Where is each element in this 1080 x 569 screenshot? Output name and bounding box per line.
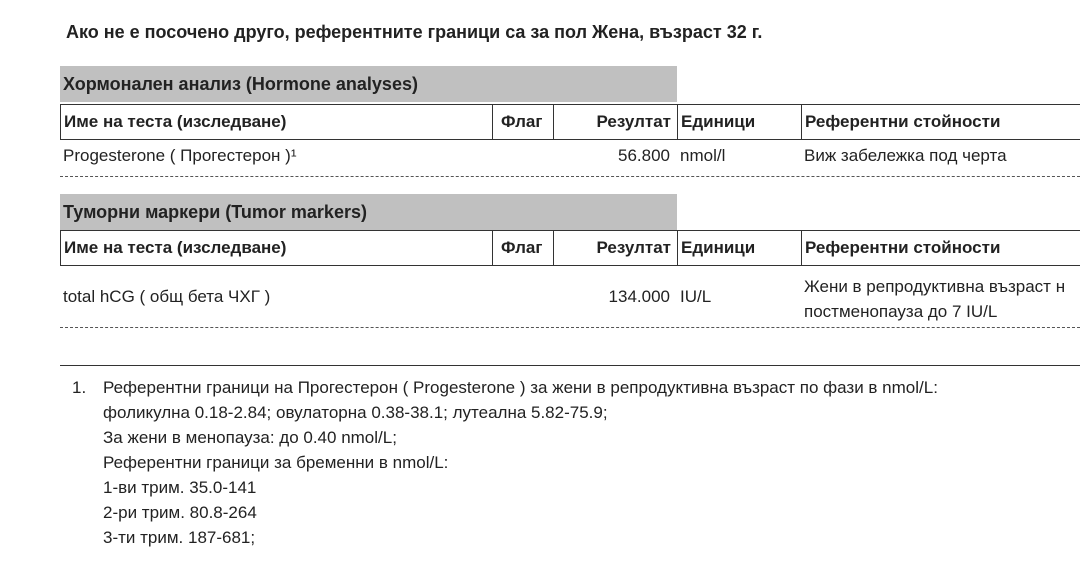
col-header-flag: Флаг (501, 238, 543, 257)
table-row (60, 266, 1080, 328)
column-divider (677, 231, 678, 265)
col-header-units: Единици (681, 238, 756, 257)
footnote-line: фоликулна 0.18-2.84; овулаторна 0.38-38.1; лутеална 5.82-75.9; (103, 403, 608, 422)
column-divider (677, 105, 678, 139)
reference-line: постменопауза до 7 IU/L (804, 302, 998, 321)
col-header-flag: Флаг (501, 112, 543, 131)
col-header-name: Име на теста (изследване) (64, 238, 287, 257)
column-divider (801, 105, 802, 139)
col-header-units: Единици (681, 112, 756, 131)
table-header (60, 230, 1080, 266)
column-divider (492, 105, 493, 139)
section-title-hormone: Хормонален анализ (Hormone analyses) (60, 66, 677, 102)
footnote-line: Референтни граници за бременни в nmol/L: (103, 453, 449, 472)
tumor-table (60, 230, 1080, 328)
col-header-result: Резултат (596, 238, 671, 257)
table-header (60, 104, 1080, 140)
footnote-line: Референтни граници на Прогестерон ( Progesterone ) за жени в репродуктивна възраст по фази в nmol/L: (103, 378, 938, 397)
report-intro: Ако не е посочено друго, референтните граници са за пол Жена, възраст 32 г. (66, 22, 763, 42)
footnote-line: 2-ри трим. 80.8-264 (103, 503, 257, 522)
test-units: IU/L (680, 287, 712, 306)
table-row (60, 140, 1080, 177)
section-title-tumor: Туморни маркери (Tumor markers) (60, 194, 677, 230)
footnote-text (103, 375, 938, 550)
test-name: Progesterone ( Прогестерон )¹ (63, 146, 297, 165)
hormone-table (60, 104, 1080, 177)
footnote-line: 3-ти трим. 187-681; (103, 528, 256, 547)
test-result: 134.000 (608, 287, 670, 306)
test-result: 56.800 (618, 146, 670, 165)
footnote-line: 1-ви трим. 35.0-141 (103, 478, 257, 497)
footnote-line: За жени в менопауза: до 0.40 nmol/L; (103, 428, 397, 447)
column-divider (492, 231, 493, 265)
col-header-reference: Референтни стойности (805, 238, 1001, 257)
reference-line: Жени в репродуктивна възраст н (804, 277, 1066, 296)
footnote-separator (60, 365, 1080, 366)
col-header-result: Резултат (596, 112, 671, 131)
test-reference (804, 274, 1065, 324)
col-header-reference: Референтни стойности (805, 112, 1001, 131)
test-reference: Виж забележка под черта (804, 146, 1007, 165)
footnote-number: 1. (72, 378, 87, 397)
test-name: total hCG ( общ бета ЧХГ ) (63, 287, 271, 306)
col-header-name: Име на теста (изследване) (64, 112, 287, 131)
column-divider (801, 231, 802, 265)
test-units: nmol/l (680, 146, 726, 165)
